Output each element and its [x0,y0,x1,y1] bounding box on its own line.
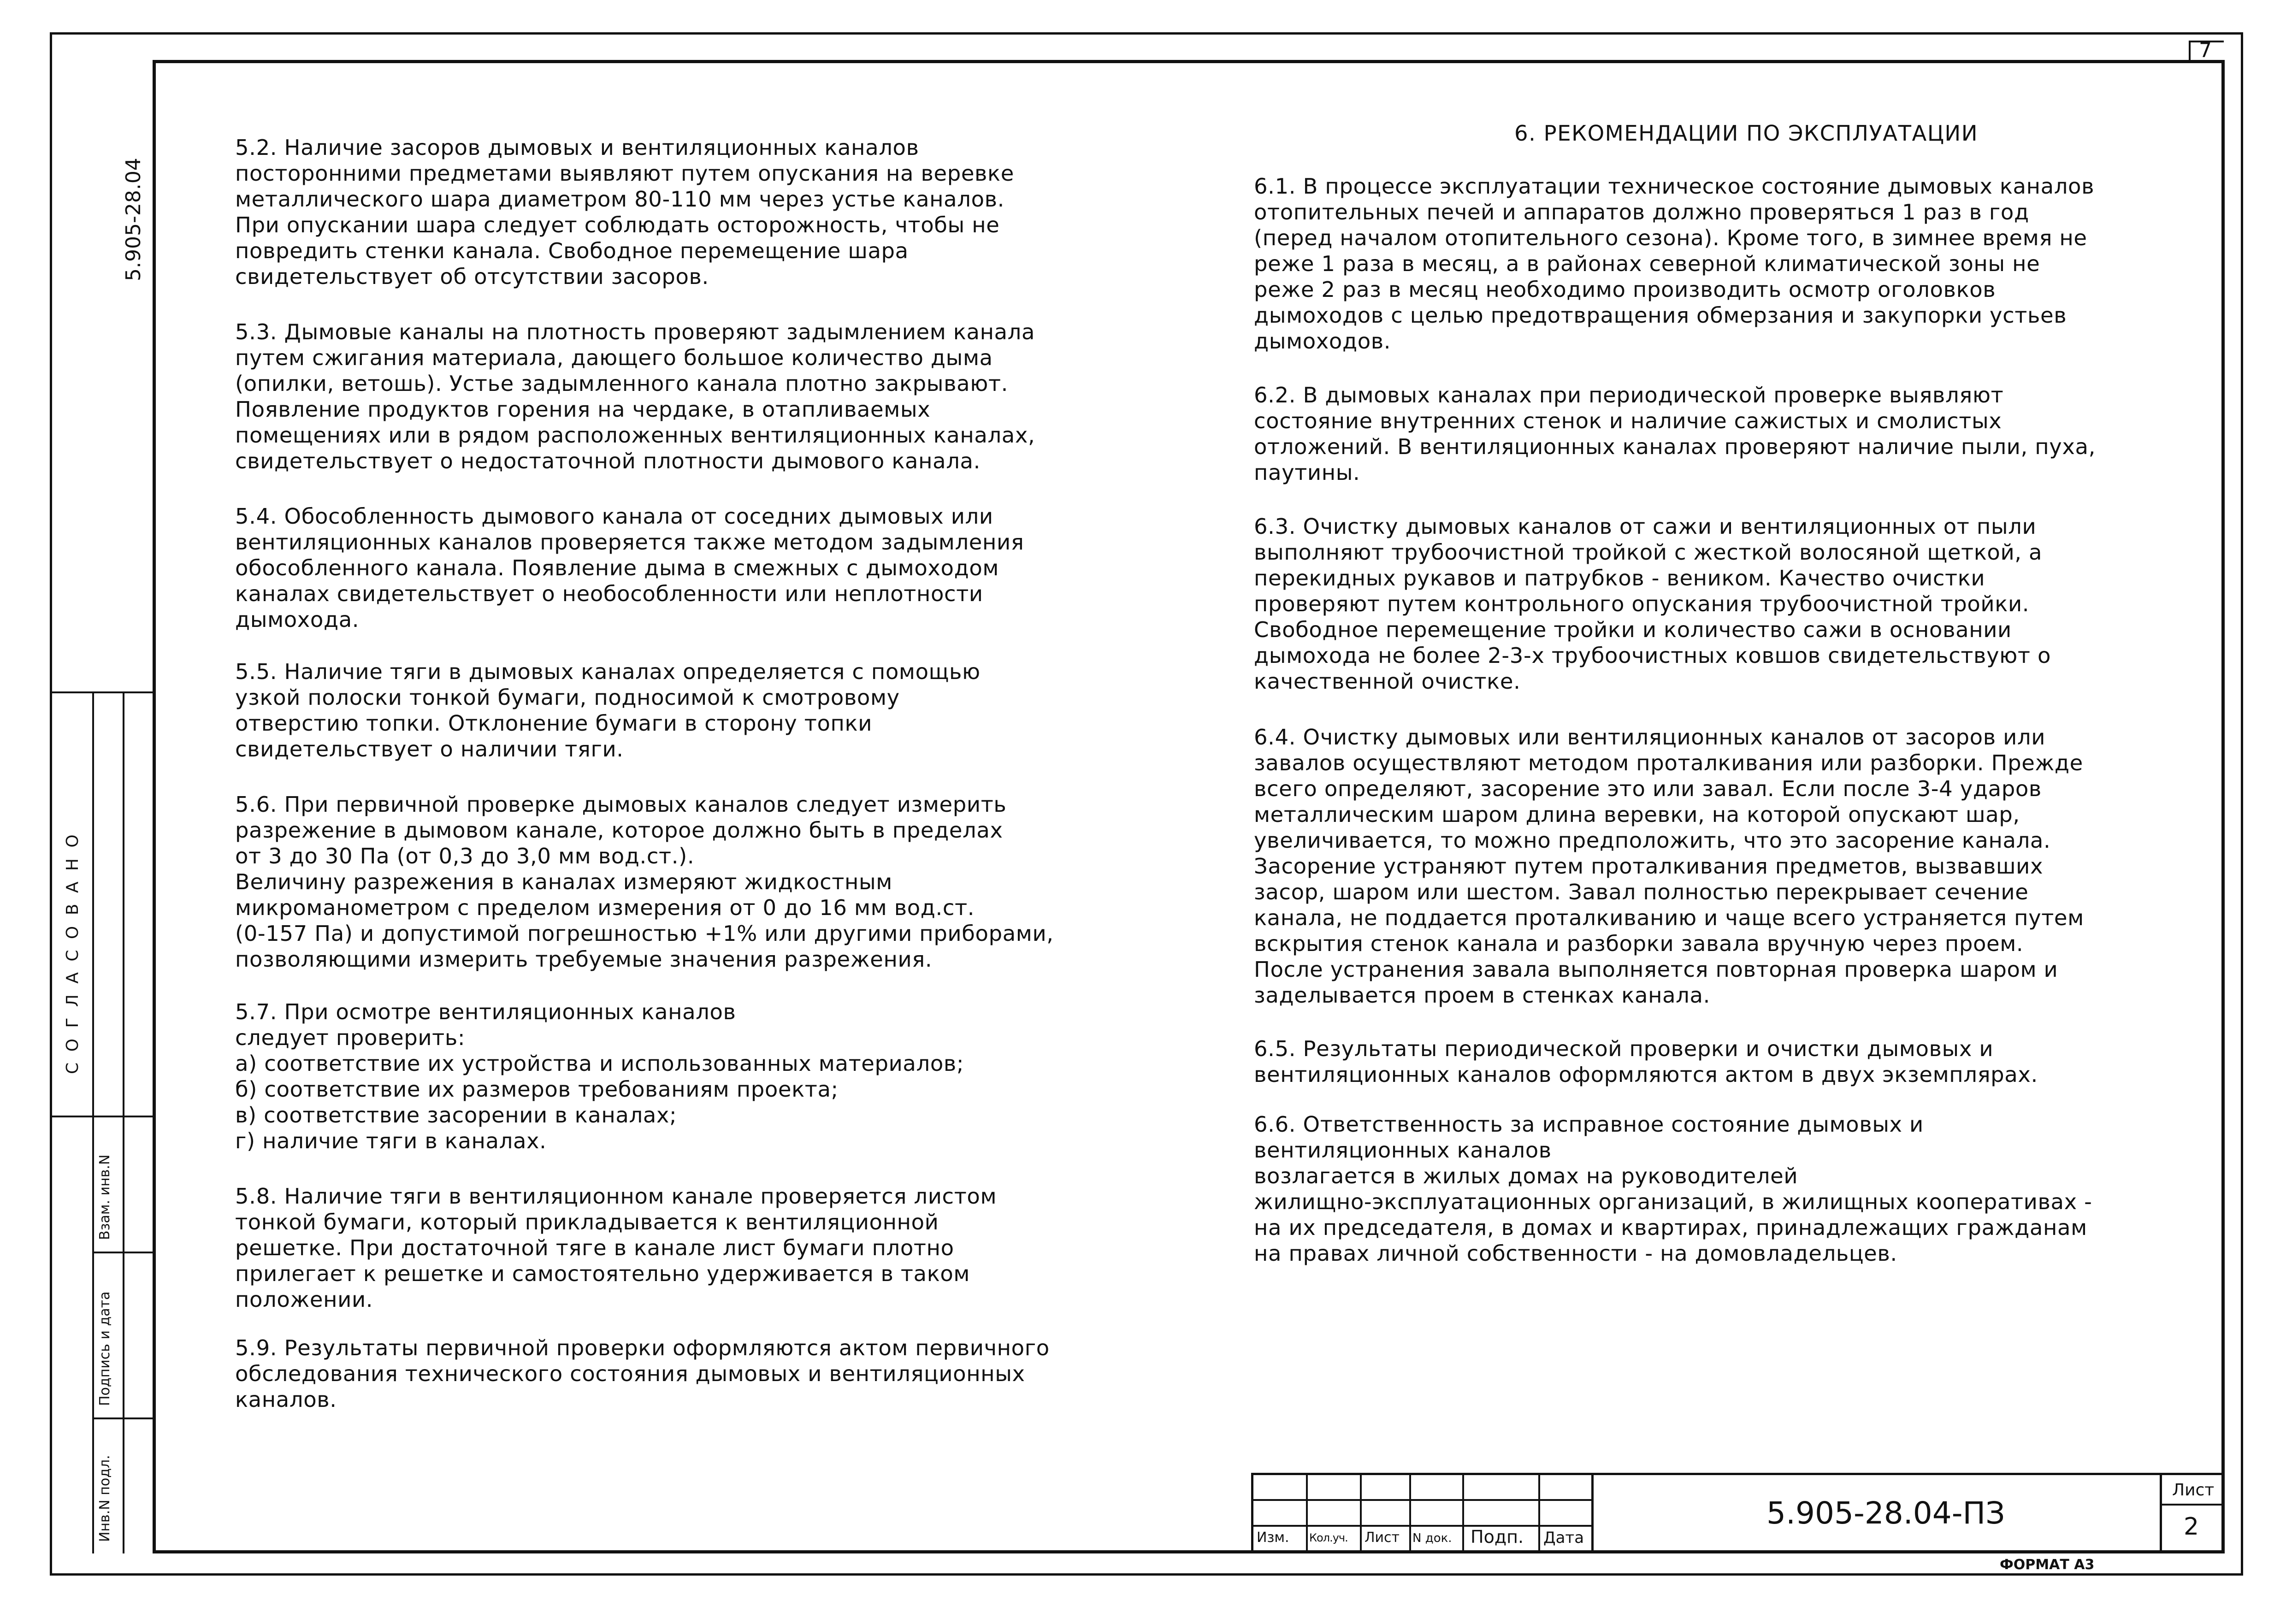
text-line: дымоходов с целью предотвращения обмерзания и закупорки устьев [1254,303,2067,328]
outer-frame-bottom [50,1573,2243,1576]
text-line: микроманометром с пределом измерения от 0 до 16 мм вод.ст. [235,895,975,920]
tb-col2 [1360,1473,1362,1552]
text-line: металлическим шаром длина веревки, на которой опускают шар, [1254,802,2020,827]
text-line: 6.6. Ответственность за исправное состояние дымовых и [1254,1112,1924,1137]
text-line: заделывается проем в стенках канала. [1254,983,1710,1008]
text-line: 6.5. Результаты периодической проверки и очистки дымовых и [1254,1036,1994,1061]
tb-header: Дата [1543,1529,1584,1547]
tb-header: Лист [1365,1530,1400,1546]
text-line: обособленного канала. Появление дыма в смежных с дымоходом [235,555,999,580]
text-line: 5.9. Результаты первичной проверки оформляются актом первичного [235,1335,1050,1360]
text-line: паутины. [1254,460,1360,485]
text-line: 5.4. Обособленность дымового канала от соседних дымовых или [235,504,993,529]
stamp-col-mid2 [123,691,124,1553]
text-line: 6.2. В дымовых каналах при периодической проверке выявляют [1254,383,2004,407]
text-line: свидетельствует о наличии тяги. [235,737,624,762]
text-line: вентиляционных каналов оформляются актом в двух экземплярах. [1254,1062,2038,1087]
stamp-col-left [50,691,52,1281]
side-code: 5.905-28.04 [122,158,145,281]
stamp-sep2 [92,1252,154,1253]
stamp-sep3 [92,1417,154,1419]
tb-col6 [1591,1473,1594,1552]
text-line: вскрытия стенок канала и разборки завала вручную через проем. [1254,931,2024,956]
tb-col4 [1462,1473,1464,1552]
tb-col3 [1409,1473,1411,1552]
text-line: б) соответствие их размеров требованиям проекта; [235,1077,839,1102]
side-podpis-data: Подпись и дата [97,1291,113,1406]
tb-left [1251,1473,1253,1552]
outer-frame-right [2241,32,2243,1576]
text-line: прилегает к решетке и самостоятельно удерживается в таком [235,1261,970,1286]
text-line: При опускании шара следует соблюдать осторожность, чтобы не [235,213,1000,237]
inner-frame-right [2221,60,2225,1553]
inner-frame-left [153,60,156,1553]
text-line: позволяющими измерить требуемые значения разрежения. [235,947,933,972]
text-line: 5.6. При первичной проверке дымовых каналов следует измерить [235,792,1007,817]
text-line: 5.2. Наличие засоров дымовых и вентиляционных каналов [235,135,919,160]
text-line: проверяют путем контрольного опускания трубоочистной тройки. [1254,591,2030,616]
text-line: канала, не поддается проталкиванию и чаще всего устраняется путем [1254,905,2084,930]
text-line: обследования технического состояния дымовых и вентиляционных [235,1361,1025,1386]
text-line: каналов. [235,1387,337,1412]
text-line: реже 2 раз в месяц необходимо производить осмотр оголовков [1254,277,1996,302]
tb-header: Изм. [1257,1530,1289,1546]
text-line: повредить стенки канала. Свободное перемещение шара [235,238,909,263]
section-heading: 6. РЕКОМЕНДАЦИИ ПО ЭКСПЛУАТАЦИИ [1514,121,1978,146]
text-line: в) соответствие засорении в каналах; [235,1103,677,1128]
text-line: 6.4. Очистку дымовых или вентиляционных каналов от засоров или [1254,725,2046,750]
text-line: (0-157 Па) и допустимой погрешностью +1% или другими приборами, [235,921,1054,946]
text-line: свидетельствует о недостаточной плотности дымового канала. [235,449,981,473]
text-line: каналах свидетельствует о необособленности или неплотности [235,581,983,606]
tb-header: Подп. [1471,1527,1524,1547]
side-vzam-inv: Взам. инв.N [97,1154,113,1240]
tb-col5 [1538,1473,1540,1552]
text-line: а) соответствие их устройства и использованных материалов; [235,1051,964,1076]
text-line: всего определяют, засорение это или завал. Если после 3-4 ударов [1254,776,2042,801]
text-line: посторонними предметами выявляют путем опускания на веревке [235,161,1014,186]
text-line: 5.7. При осмотре вентиляционных каналов [235,999,736,1024]
text-line: следует проверить: [235,1025,466,1050]
text-line: состояние внутренних стенок и наличие сажистых и смолистых [1254,408,2002,433]
side-inv-podl: Инв.N подл. [97,1455,113,1542]
outer-frame-top [50,32,2243,35]
sheet-label: Лист [2172,1481,2215,1500]
text-line: вентиляционных каналов проверяется также методом задымления [235,530,1024,555]
tb-sheet-col [2160,1473,2162,1552]
text-line: возлагается в жилых домах на руководителей [1254,1163,1798,1188]
text-line: дымохода не более 2-3-х трубоочистных ковшов свидетельствуют о [1254,643,2051,668]
text-line: 6.3. Очистку дымовых каналов от сажи и вентиляционных от пыли [1254,514,2037,539]
text-line: завалов осуществляют методом проталкивания или разборки. Прежде [1254,750,2083,775]
text-line: отверстию топки. Отклонение бумаги в сторону топки [235,711,873,736]
side-agreed: С О Г Л А С О В А Н О [63,832,82,1074]
sheet-box-left [2189,41,2191,62]
text-line: Свободное перемещение тройки и количество сажи в основании [1254,617,2012,642]
text-line: 5.5. Наличие тяги в дымовых каналах определяется с помощью [235,659,981,684]
text-line: (перед началом отопительного сезона). Кроме того, в зимнее время не [1254,225,2087,250]
inner-frame-bottom [153,1550,2225,1553]
text-line: отопительных печей и аппаратов должно проверяться 1 раз в год [1254,200,2029,224]
text-line: качественной очистке. [1254,669,1521,694]
sheet-number: 2 [2184,1513,2199,1541]
text-line: г) наличие тяги в каналах. [235,1128,547,1153]
text-line: от 3 до 30 Па (от 0,3 до 3,0 мм вод.ст.). [235,844,695,868]
tb-row1 [1251,1499,1592,1501]
text-line: отложений. В вентиляционных каналах проверяют наличие пыли, пуха, [1254,434,2096,459]
doc-code: 5.905-28.04-ПЗ [1766,1495,2005,1531]
text-line: увеличивается, то можно предположить, что это засорение канала. [1254,828,2051,853]
text-line: засор, шаром или шестом. Завал полностью перекрывает сечение [1254,880,2029,904]
text-line: разрежение в дымовом канале, которое должно быть в пределах [235,818,1003,843]
text-line: узкой полоски тонкой бумаги, подносимой к смотровому [235,685,900,710]
tb-row2 [1251,1525,1592,1527]
text-line: вентиляционных каналов [1254,1138,1552,1163]
text-line: выполняют трубоочистной тройкой с жесткой волосяной щеткой, а [1254,540,2043,565]
tb-sheet-row [2160,1504,2223,1506]
text-line: положении. [235,1287,373,1312]
text-line: путем сжигания материала, дающего большое количество дыма [235,345,993,370]
text-line: дымохода. [235,607,360,632]
stamp-col-mid1 [92,691,94,1553]
text-line: помещениях или в рядом расположенных вентиляционных каналах, [235,423,1035,448]
inner-frame-top [153,60,2225,63]
text-line: Засорение устраняют путем проталкивания предметов, вызвавших [1254,854,2044,879]
format-label: ФОРМАТ А3 [2000,1557,2095,1573]
text-line: Величину разрежения в каналах измеряют жидкостным [235,869,892,894]
tb-header: N док. [1412,1531,1452,1545]
text-line: реже 1 раза в месяц, а в районах северной климатической зоны не [1254,251,2040,276]
tb-header: Кол.уч. [1309,1531,1348,1544]
text-line: решетке. При достаточной тяге в канале лист бумаги плотно [235,1235,954,1260]
stamp-sep1 [50,1116,154,1117]
text-line: перекидных рукавов и патрубков - веником. Качество очистки [1254,566,1985,591]
text-line: 6.1. В процессе эксплуатации техническое состояние дымовых каналов [1254,174,2095,199]
text-line: (опилки, ветошь). Устье задымленного канала плотно закрывают. [235,371,1009,396]
tb-top [1251,1473,2222,1475]
text-line: на правах личной собственности - на домовладельцев. [1254,1241,1897,1266]
tb-col1 [1306,1473,1308,1552]
text-line: Появление продуктов горения на чердаке, в отапливаемых [235,397,931,422]
text-line: тонкой бумаги, который прикладывается к вентиляционной [235,1210,939,1234]
text-line: дымоходов. [1254,329,1391,354]
text-line: 5.8. Наличие тяги в вентиляционном канале проверяется листом [235,1184,997,1209]
text-line: 5.3. Дымовые каналы на плотность проверяют задымлением канала [235,319,1035,344]
text-line: свидетельствует об отсутствии засоров. [235,264,709,289]
text-line: металлического шара диаметром 80-110 мм через устье каналов. [235,187,1005,212]
sheet-number-top: 7 [2199,39,2212,62]
text-line: После устранения завала выполняется повторная проверка шаром и [1254,957,2058,982]
text-line: жилищно-эксплуатационных организаций, в жилищных кооперативах - [1254,1189,2092,1214]
stamp-top [50,691,154,693]
text-line: на их председателя, в домах и квартирах, принадлежащих гражданам [1254,1215,2087,1240]
